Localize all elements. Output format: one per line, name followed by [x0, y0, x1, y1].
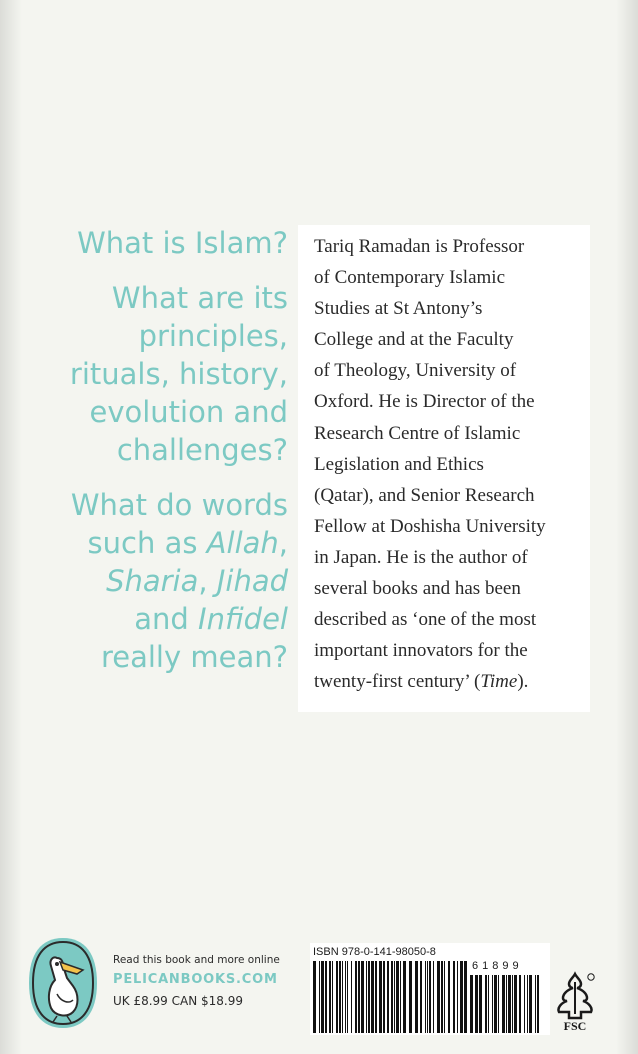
barcode-bar	[345, 961, 346, 1033]
question-line	[40, 600, 288, 638]
ean-barcode	[313, 961, 467, 1033]
barcode-bar	[485, 975, 487, 1033]
bio-line	[314, 418, 586, 449]
addon-barcode	[470, 975, 540, 1033]
bio-line	[314, 542, 586, 573]
barcode-bar	[448, 961, 450, 1033]
barcode-bar	[425, 961, 426, 1033]
text-run: twenty-first century’ (	[314, 671, 481, 693]
italic-term: Sharia	[106, 564, 199, 598]
right-edge-shadow	[616, 0, 638, 1054]
barcode-bar	[524, 975, 525, 1033]
bio-line	[314, 324, 586, 355]
bio-line	[314, 262, 586, 293]
barcode-bar	[396, 961, 399, 1033]
barcode-bar	[527, 975, 528, 1033]
barcode-bar	[494, 975, 497, 1033]
text-run: ,	[198, 564, 217, 598]
barcode-bar	[358, 961, 360, 1033]
barcode-bar	[383, 961, 385, 1033]
text-run: Studies at St Antony’s	[314, 298, 483, 320]
text-run: challenges?	[116, 433, 288, 467]
text-run: really mean?	[100, 640, 288, 674]
barcode-bar	[427, 961, 428, 1033]
italic-term: Infidel	[198, 602, 288, 636]
addon-digits: 61899	[472, 960, 523, 972]
question-line	[40, 355, 288, 393]
barcode-bar	[361, 961, 364, 1033]
barcode-bar	[321, 961, 324, 1033]
bio-line	[314, 511, 586, 542]
fsc-logo-icon	[553, 970, 597, 1032]
barcode-bar	[508, 975, 511, 1033]
barcode-bar	[506, 975, 507, 1033]
bio-line	[314, 573, 586, 604]
barcode-bar	[415, 961, 418, 1033]
barcode-bar	[313, 961, 316, 1033]
barcode-bar	[371, 961, 374, 1033]
barcode-bar	[379, 961, 382, 1033]
text-run: of Theology, University of	[314, 360, 517, 382]
question-line	[40, 393, 288, 431]
barcode-bar	[479, 975, 482, 1033]
text-run: ).	[517, 671, 529, 693]
bio-line	[314, 449, 586, 480]
barcode-bar	[470, 975, 473, 1033]
barcode-bar	[319, 961, 320, 1033]
question-line	[40, 224, 288, 262]
author-bio-panel	[298, 225, 590, 712]
barcode-bar	[475, 975, 478, 1033]
barcode-bar	[429, 961, 431, 1033]
text-run: What is Islam?	[77, 226, 288, 260]
question-line	[40, 638, 288, 676]
bio-line	[314, 355, 586, 386]
questions-block	[40, 224, 288, 693]
barcode-bar	[400, 961, 401, 1033]
bio-line	[314, 386, 586, 417]
barcode-bar	[488, 975, 489, 1033]
barcode-bar	[464, 961, 467, 1033]
barcode-bar	[347, 961, 348, 1033]
barcode-bar	[403, 961, 406, 1033]
bio-line	[314, 635, 586, 666]
question	[40, 486, 288, 676]
barcode-bar	[519, 975, 521, 1033]
italic-term: Jihad	[216, 564, 288, 598]
text-run: Fellow at Doshisha University	[314, 515, 546, 537]
bio-line	[314, 666, 586, 697]
barcode-bar	[437, 961, 440, 1033]
barcode-bar	[355, 961, 357, 1033]
text-run: rituals, history,	[69, 357, 288, 391]
text-run: described as ‘one of the most	[314, 609, 537, 631]
fsc-label: FSC	[563, 1019, 587, 1032]
text-run: of Contemporary Islamic	[314, 267, 506, 289]
bio-line	[314, 604, 586, 635]
left-edge-shadow	[0, 0, 22, 1054]
barcode-bar	[537, 975, 539, 1033]
question-line	[40, 562, 288, 600]
question-line	[40, 279, 288, 317]
barcode-bar	[444, 961, 445, 1033]
question-line	[40, 317, 288, 355]
isbn-text: ISBN 978-0-141-98050-8	[313, 946, 436, 958]
text-run: ,	[278, 526, 288, 560]
text-run: important innovators for the	[314, 640, 528, 662]
bio-line	[314, 231, 586, 262]
barcode-bar	[457, 961, 458, 1033]
read-online-text: Read this book and more online	[113, 954, 280, 966]
barcode-bar	[375, 961, 377, 1033]
question	[40, 279, 288, 469]
italic-term: Allah	[206, 526, 279, 560]
barcode-bar	[502, 975, 505, 1033]
question-line	[40, 431, 288, 469]
question-line	[40, 524, 288, 562]
text-run: Research Centre of Islamic	[314, 422, 521, 444]
author-bio-text	[314, 231, 586, 697]
barcode-bar	[329, 961, 331, 1033]
website-link[interactable]: PELICANBOOKS.COM	[113, 972, 278, 987]
barcode-bar	[342, 961, 343, 1033]
text-run: evolution and	[89, 395, 288, 429]
barcode-bar	[453, 961, 455, 1033]
barcode-bar	[529, 975, 532, 1033]
barcode-bar	[535, 975, 536, 1033]
barcode-bar	[387, 961, 389, 1033]
barcode-box	[310, 943, 550, 1035]
text-run: and	[134, 602, 199, 636]
text-run: principles,	[138, 319, 288, 353]
barcode-bar	[368, 961, 370, 1033]
text-run: College and at the Faculty	[314, 329, 514, 351]
text-run: Oxford. He is Director of the	[314, 391, 535, 413]
price-text: UK £8.99 CAN $18.99	[113, 994, 244, 1008]
barcode-bar	[433, 961, 434, 1033]
barcode-bar	[420, 961, 422, 1033]
barcode-bar	[391, 961, 393, 1033]
text-run: What do words	[70, 488, 288, 522]
barcode-bar	[498, 975, 499, 1033]
bio-line	[314, 480, 586, 511]
barcode-bar	[394, 961, 395, 1033]
italic-term: Time	[480, 671, 518, 693]
text-run: (Qatar), and Senior Research	[314, 484, 535, 506]
promo-block	[113, 954, 303, 1008]
barcode-bar	[441, 961, 443, 1033]
text-run: in Japan. He is the author of	[314, 546, 528, 568]
text-run: several books and has been	[314, 578, 521, 600]
barcode-bar	[366, 961, 367, 1033]
text-run: Legislation and Ethics	[314, 453, 484, 475]
question	[40, 224, 288, 262]
text-run: such as	[87, 526, 207, 560]
barcode-bar	[325, 961, 327, 1033]
bio-line	[314, 293, 586, 324]
barcode-bar	[351, 961, 352, 1033]
barcode-bar	[512, 975, 513, 1033]
barcode-bar	[336, 961, 338, 1033]
barcode-bar	[332, 961, 333, 1033]
text-run: Tariq Ramadan is Professor	[314, 236, 525, 257]
barcode-bar	[514, 975, 517, 1033]
text-run: What are its	[111, 281, 288, 315]
pelican-logo-icon	[27, 936, 99, 1030]
barcode-bar	[339, 961, 341, 1033]
barcode-bar	[409, 961, 412, 1033]
question-line	[40, 486, 288, 524]
barcode-bar	[460, 961, 463, 1033]
barcode-bar	[492, 975, 493, 1033]
